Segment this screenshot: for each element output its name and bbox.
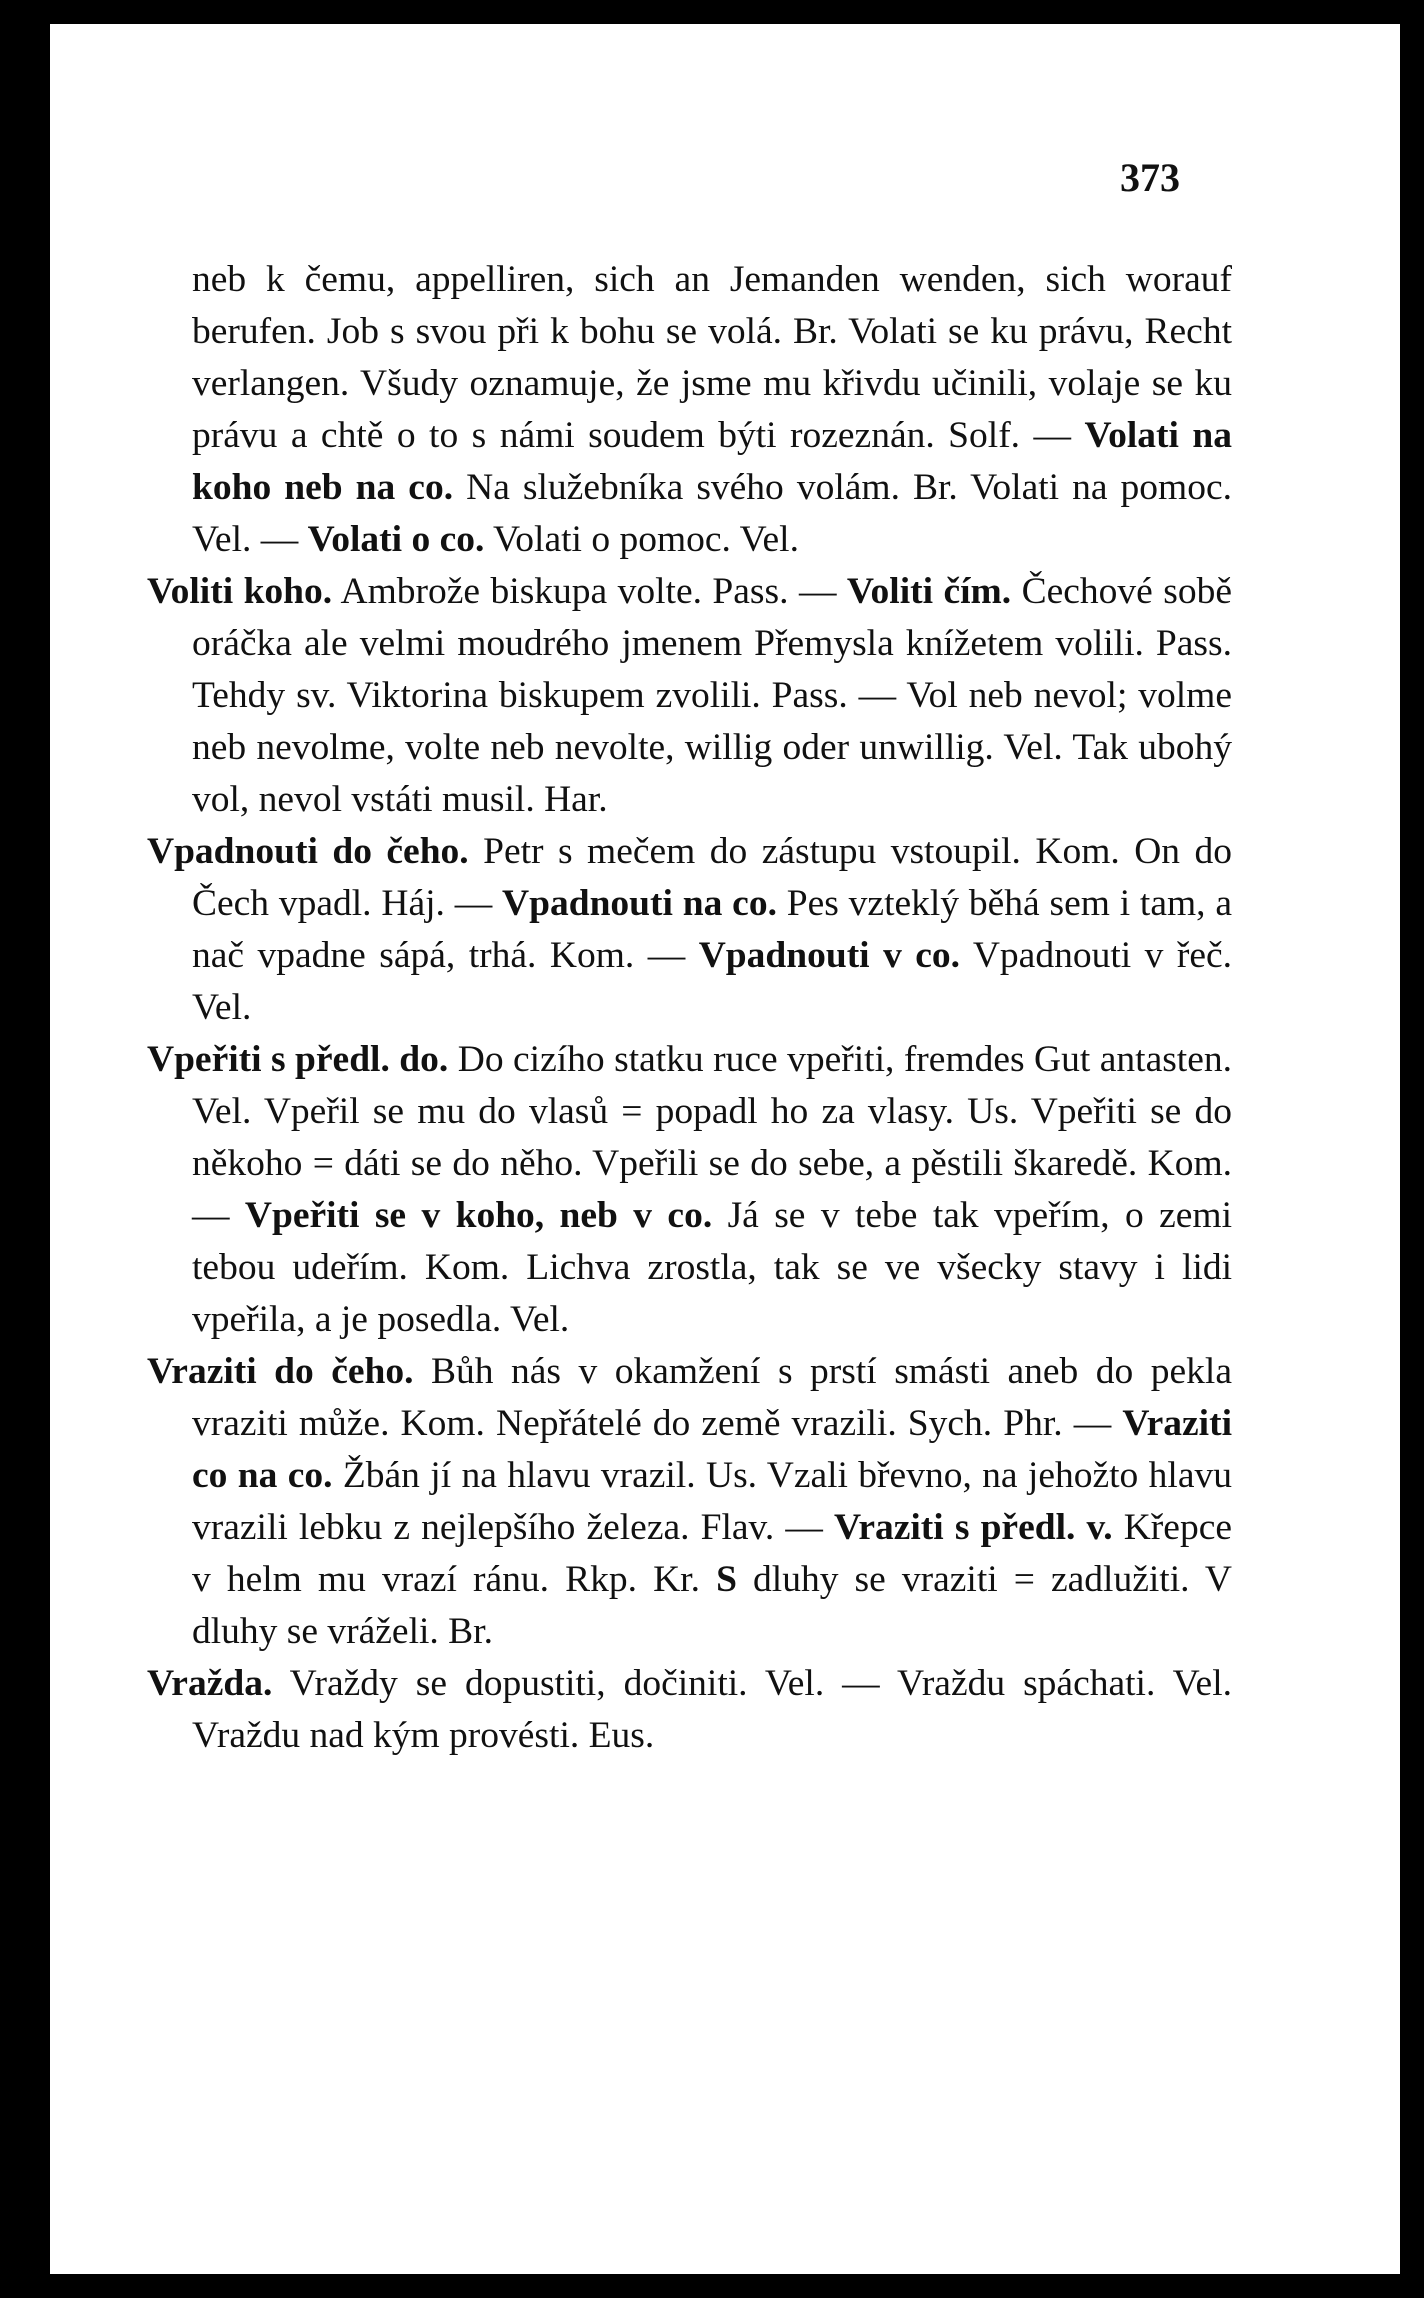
entry-text: Křepce v helm mu vrazí ránu. Rkp. Kr.: [192, 1507, 1232, 1600]
entry-text: neb k čemu, appelliren, sich an Jemanden wenden, sich worauf berufen. Job s svou při k bohu se volá. Br. Volati se ku právu, Recht verlangen. Všudy oznamuje, že jsme mu křivdu učinili, volaje se ku právu a chtě o to s námi soudem býti rozeznán. Solf. —: [192, 259, 1232, 456]
dictionary-text: [147, 254, 1232, 1762]
headword: Vpadnouti na co.: [502, 883, 777, 924]
entry-text: Vpadnouti v řeč. Vel.: [192, 935, 1232, 1028]
headword: Vpadnouti v co.: [698, 935, 961, 976]
headword: Volati na koho neb na co.: [192, 415, 1232, 508]
headword: Vražda.: [147, 1663, 273, 1704]
book-page: [50, 24, 1400, 2274]
entry-vrazda: [147, 1658, 1232, 1762]
entry-vraziti: [147, 1346, 1232, 1658]
headword: Vpadnouti do čeho.: [147, 831, 469, 872]
entry-text: Já se v tebe tak vpeřím, o zemi tebou udeřím. Kom. Lichva zrostla, tak se ve všecky stavy i lidi vpeřila, a je posedla. Vel.: [192, 1195, 1233, 1340]
headword: S: [716, 1559, 737, 1600]
headword: Vpeřiti s předl. do.: [147, 1039, 449, 1080]
headword: Vraziti do čeho.: [147, 1351, 414, 1392]
headword: Vpeřiti se v koho, neb v co.: [244, 1195, 713, 1236]
headword: Voliti koho.: [147, 571, 333, 612]
entry-voliti: [147, 566, 1232, 826]
entry-text: Ambrože biskupa volte. Pass. —: [332, 571, 847, 612]
entry-text: Na služebníka svého volám. Br. Volati na pomoc. Vel. —: [192, 467, 1232, 560]
entry-text: Vraždy se dopustiti, dočiniti. Vel. — Vraždu spáchati. Vel. Vraždu nad kým provésti. Eus.: [192, 1663, 1232, 1756]
entry-text: Petr s mečem do zástupu vstoupil. Kom. On do Čech vpadl. Háj. —: [192, 831, 1232, 924]
headword: Vraziti s předl. v.: [834, 1507, 1113, 1548]
entry-text: dluhy se vraziti = zadlužiti. V dluhy se vráželi. Br.: [192, 1559, 1232, 1652]
entry-text: Pes vzteklý běhá sem i tam, a nač vpadne sápá, trhá. Kom. —: [192, 883, 1232, 976]
entry-text: Bůh nás v okamžení s prstí smásti aneb do pekla vraziti může. Kom. Nepřátelé do země vrazili. Sych. Phr. —: [192, 1351, 1232, 1444]
headword: Volati o co.: [307, 519, 485, 560]
entry-vperiti: [147, 1034, 1232, 1346]
entry-text: Žbán jí na hlavu vrazil. Us. Vzali břevno, na jehožto hlavu vrazili lebku z nejlepšího železa. Flav. —: [192, 1455, 1232, 1548]
headword: Voliti čím.: [846, 571, 1012, 612]
entry-vpadnouti: [147, 826, 1232, 1034]
page-number: 373: [1120, 155, 1180, 200]
entry-volati-cont: [147, 254, 1232, 566]
entry-text: Do cizího statku ruce vpeřiti, fremdes Gut antasten. Vel. Vpeřil se mu do vlasů = popadl ho za vlasy. Us. Vpeřiti se do někoho = dáti se do něho. Vpeřili se do sebe, a pěstili škaredě. Kom. —: [192, 1039, 1232, 1236]
headword: Vraziti co na co.: [192, 1403, 1232, 1496]
entry-text: Volati o pomoc. Vel.: [484, 519, 799, 560]
entry-text: Čechové sobě oráčka ale velmi moudrého jmenem Přemysla knížetem volili. Pass. Tehdy sv. Viktorina biskupem zvolili. Pass. — Vol neb nevol; volme neb nevolme, volte neb nevolte, willig oder unwillig. Vel. Tak ubohý vol, nevol vstáti musil. Har.: [192, 571, 1232, 820]
